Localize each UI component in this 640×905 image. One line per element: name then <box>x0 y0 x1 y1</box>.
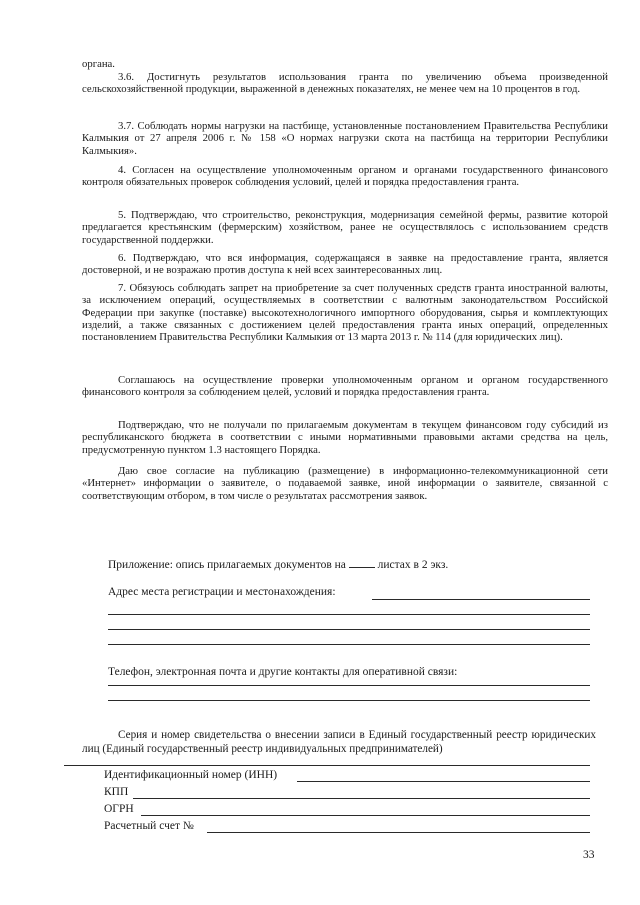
paragraph-3-6: 3.6. Достигнуть результатов использования гранта по увеличению объема произведенной сельскохозяйственной продукции, выраженной в денежных показателях, не менее чем на 10 процентов в год. <box>82 71 608 96</box>
account-label: Расчетный счет № <box>104 820 194 832</box>
paragraph-agreement: Соглашаюсь на осуществление проверки уполномоченным органом и органом государственного финансового контроля за соблюдением целей, условий и порядка предоставления гранта. <box>82 374 608 399</box>
address-field-3[interactable] <box>108 629 590 630</box>
address-field-2[interactable] <box>108 614 590 615</box>
paragraph-5: 5. Подтверждаю, что строительство, реконструкция, модернизация семейной фермы, развитие которой предлагается крестьянским (фермерским) хозяйством, ранее не осуществлялось с использованием средств государственной поддержки. <box>82 209 608 246</box>
paragraph-4: 4. Согласен на осуществление уполномоченным органом и органами государственного финансового контроля обязательных проверок соблюдения условий, целей и порядка предоставления гранта. <box>82 164 608 189</box>
inn-label: Идентификационный номер (ИНН) <box>104 769 278 781</box>
paragraph-6: 6. Подтверждаю, что вся информация, содержащаяся в заявке на предоставление гранта, является достоверной, и не возражаю против доступа к ней всех заинтересованных лиц. <box>82 252 608 277</box>
paragraph-consent: Даю свое согласие на публикацию (размещение) в информационно-телекоммуникационной сети «Интернет» информации о заявителе, о подаваемой заявке, иной информации о заявителе, связанной с соответствующим отбором, в том числе о результатах рассмотрения заявок. <box>82 465 608 502</box>
paragraph-confirmation: Подтверждаю, что не получали по прилагаемым документам в текущем финансовом году субсидий из республиканского бюджета в соответствии с иными нормативными правовыми актами средства на цель, предусмотренную пунктом 1.3 настоящего Порядка. <box>82 419 608 456</box>
appendix-sheets-blank[interactable] <box>349 557 375 568</box>
contacts-field-1[interactable] <box>108 685 590 686</box>
account-field[interactable] <box>207 832 590 833</box>
registry-certificate-text: Серия и номер свидетельства о внесении записи в Единый государственный реестр юридических лиц (Единый государственный реестр индивидуальных предпринимателей) <box>82 729 596 755</box>
contacts-field-2[interactable] <box>108 700 590 701</box>
registry-field[interactable] <box>64 765 590 766</box>
appendix-prefix: Приложение: опись прилагаемых документов на <box>108 559 346 571</box>
kpp-field[interactable] <box>133 798 590 799</box>
address-field-4[interactable] <box>108 644 590 645</box>
contacts-label: Телефон, электронная почта и другие контакты для оперативной связи: <box>108 666 458 678</box>
paragraph-3-7: 3.7. Соблюдать нормы нагрузки на пастбище, установленные постановлением Правительства Республики Калмыкия от 27 апреля 2006 г. № 158 «О нормах нагрузки скота на пастбища на территории Республики Калмыкия». <box>82 120 608 157</box>
ogrn-field[interactable] <box>141 815 590 816</box>
kpp-label: КПП <box>104 786 129 798</box>
address-label: Адрес места регистрации и местонахождения: <box>108 586 336 598</box>
inn-field[interactable] <box>297 781 590 782</box>
page-number: 33 <box>583 849 595 861</box>
appendix-suffix: листах в 2 экз. <box>377 559 449 571</box>
address-field-1[interactable] <box>372 599 590 600</box>
paragraph-continuation: органа. <box>82 58 115 70</box>
appendix-line <box>108 557 448 572</box>
paragraph-7: 7. Обязуюсь соблюдать запрет на приобретение за счет полученных средств гранта иностранной валюты, за исключением операций, осуществляемых в соответствии с валютным законодательством Российской Федерации при закупке (поставке) высокотехнологичного импортного оборудования, сырья и комплектующих изделий, а также связанных с достижением целей предоставления гранта иных операций, определенных постановлением Правительства Республики Калмыкия от 13 марта 2013 г. № 114 (для юридических лиц). <box>82 282 608 344</box>
ogrn-label: ОГРН <box>104 803 134 815</box>
